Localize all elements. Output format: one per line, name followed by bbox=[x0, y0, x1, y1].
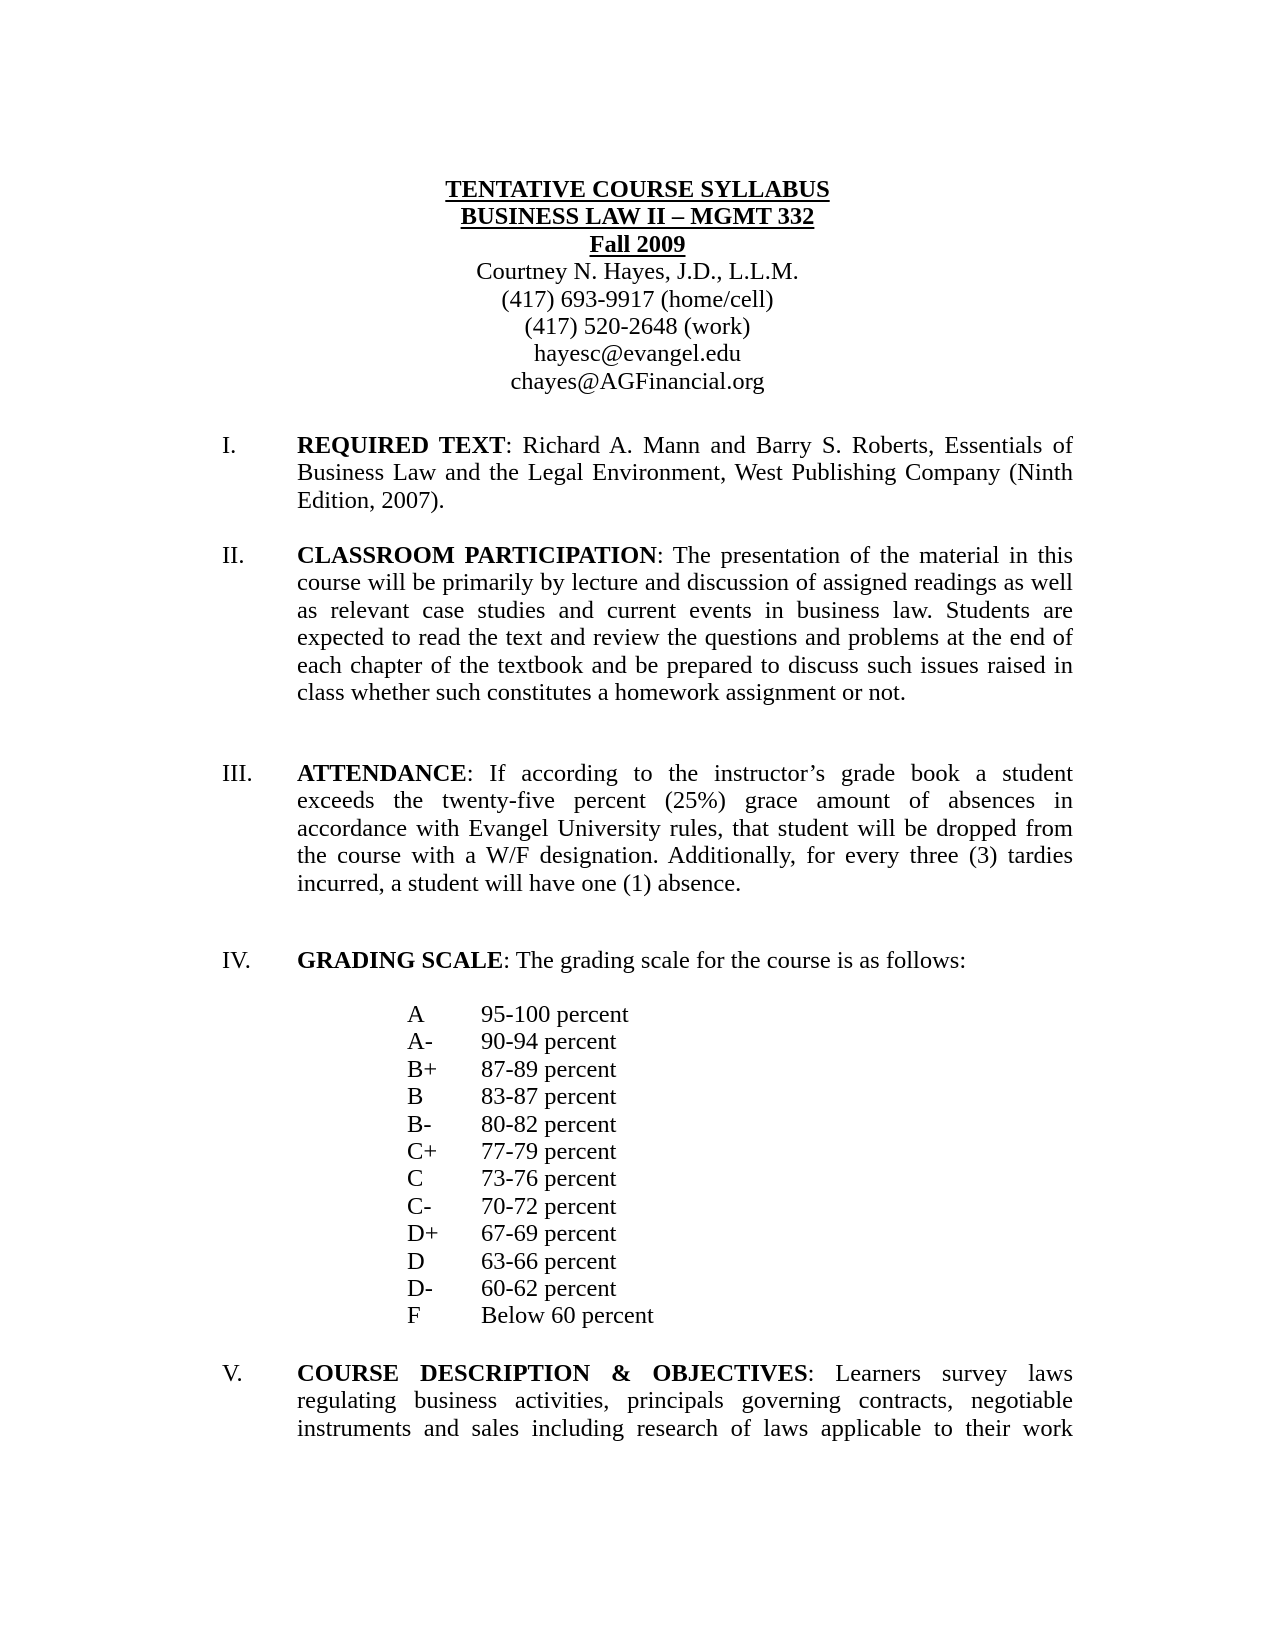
instructor-name: Courtney N. Hayes, J.D., L.L.M. bbox=[476, 258, 799, 286]
section-heading: COURSE DESCRIPTION & OBJECTIVES bbox=[297, 1360, 808, 1387]
section-heading: CLASSROOM PARTICIPATION bbox=[297, 542, 657, 569]
section-numeral: IV. bbox=[222, 947, 251, 974]
section-line-text: : Richard A. Mann and Barry S. Roberts, Essentials of bbox=[505, 432, 1073, 459]
section-body bbox=[297, 760, 1073, 897]
grade-row bbox=[0, 1111, 1275, 1138]
grade-letter: B+ bbox=[407, 1055, 438, 1083]
section-line: the course with a W/F designation. Additionally, for every three (3) tardies bbox=[297, 842, 1073, 870]
section-heading: ATTENDANCE bbox=[297, 760, 467, 787]
grade-range: 87-89 percent bbox=[481, 1055, 617, 1083]
syllabus-header bbox=[0, 176, 1275, 395]
instructor-email-work: chayes@AGFinancial.org bbox=[510, 367, 765, 395]
grade-range: 83-87 percent bbox=[481, 1083, 617, 1111]
section-line bbox=[297, 760, 1073, 787]
section-line: accordance with Evangel University rules, that student will be dropped from bbox=[297, 814, 1073, 842]
section-line bbox=[297, 947, 1073, 974]
section-line: exceeds the twenty-five percent (25%) grace amount of absences in bbox=[297, 787, 1073, 815]
grade-letter: A bbox=[407, 1001, 425, 1028]
grade-letter: C- bbox=[407, 1192, 432, 1220]
grade-letter: C+ bbox=[407, 1138, 438, 1165]
grade-row bbox=[0, 1248, 1275, 1275]
grade-letter: D- bbox=[407, 1275, 433, 1302]
section-heading: REQUIRED TEXT bbox=[297, 432, 506, 459]
instructor-phone-home: (417) 693-9917 (home/cell) bbox=[501, 285, 774, 313]
section-body bbox=[297, 1360, 1073, 1442]
grade-row bbox=[0, 1028, 1275, 1055]
grade-letter: D bbox=[407, 1247, 425, 1275]
section-line: instruments and sales including research of laws applicable to their work bbox=[297, 1414, 1073, 1442]
grade-range: 63-66 percent bbox=[481, 1247, 617, 1275]
grade-letter: D+ bbox=[407, 1220, 439, 1248]
document-title: TENTATIVE COURSE SYLLABUS bbox=[445, 176, 830, 203]
section-heading: GRADING SCALE bbox=[297, 947, 504, 974]
grade-range: 80-82 percent bbox=[481, 1110, 617, 1138]
grade-row bbox=[0, 1275, 1275, 1302]
course-term: Fall 2009 bbox=[589, 230, 686, 258]
section-numeral: II. bbox=[222, 542, 245, 569]
section-line-text: : Learners survey laws bbox=[807, 1360, 1073, 1387]
grade-letter: C bbox=[407, 1165, 424, 1193]
section-body bbox=[297, 542, 1073, 706]
section-line: regulating business activities, principals governing contracts, negotiable bbox=[297, 1387, 1073, 1415]
grade-range: 90-94 percent bbox=[481, 1028, 617, 1056]
grade-row bbox=[0, 1220, 1275, 1247]
course-name: BUSINESS LAW II – MGMT 332 bbox=[460, 203, 815, 231]
grade-row bbox=[0, 1138, 1275, 1165]
grade-row bbox=[0, 1193, 1275, 1220]
grade-range: 95-100 percent bbox=[481, 1001, 629, 1028]
grade-row bbox=[0, 1056, 1275, 1083]
section-line bbox=[297, 1360, 1073, 1387]
section-line: incurred, a student will have one (1) absence. bbox=[297, 869, 742, 897]
grade-row bbox=[0, 1165, 1275, 1192]
grade-letter: B- bbox=[407, 1110, 432, 1138]
section-line: Edition, 2007). bbox=[297, 486, 445, 514]
instructor-phone-work: (417) 520-2648 (work) bbox=[524, 313, 751, 341]
section-line: Business Law and the Legal Environment, West Publishing Company (Ninth bbox=[297, 459, 1073, 487]
grade-range: 73-76 percent bbox=[481, 1165, 617, 1193]
grade-range: 60-62 percent bbox=[481, 1275, 617, 1302]
section-line: expected to read the text and review the questions and problems at the end of bbox=[297, 624, 1073, 652]
grade-letter: B bbox=[407, 1083, 424, 1111]
grade-letter: A- bbox=[407, 1028, 433, 1056]
section-body bbox=[297, 432, 1073, 514]
section-numeral: V. bbox=[222, 1360, 243, 1387]
grade-range: 70-72 percent bbox=[481, 1192, 617, 1220]
section-line-text: : The presentation of the material in this bbox=[656, 542, 1073, 569]
section-numeral: III. bbox=[222, 760, 253, 787]
section-line: as relevant case studies and current events in business law. Students are bbox=[297, 596, 1073, 624]
grade-range: 77-79 percent bbox=[481, 1138, 617, 1165]
section-line bbox=[297, 542, 1073, 569]
section-line-text: : The grading scale for the course is as follows: bbox=[503, 947, 967, 974]
section-line bbox=[297, 432, 1073, 459]
grade-range: Below 60 percent bbox=[481, 1302, 654, 1330]
grade-row bbox=[0, 1083, 1275, 1110]
grade-range: 67-69 percent bbox=[481, 1220, 617, 1248]
grade-letter: F bbox=[407, 1302, 421, 1330]
section-line: class whether such constitutes a homework assignment or not. bbox=[297, 679, 906, 707]
section-line: course will be primarily by lecture and discussion of assigned readings as well bbox=[297, 569, 1073, 597]
section-body bbox=[297, 947, 1073, 974]
section-numeral: I. bbox=[222, 432, 237, 459]
grade-row bbox=[0, 1001, 1275, 1028]
section-line-text: : If according to the instructor’s grade book a student bbox=[466, 760, 1073, 787]
instructor-email-school: hayesc@evangel.edu bbox=[534, 340, 741, 368]
grade-row bbox=[0, 1302, 1275, 1329]
section-line: each chapter of the textbook and be prepared to discuss such issues raised in bbox=[297, 651, 1073, 679]
